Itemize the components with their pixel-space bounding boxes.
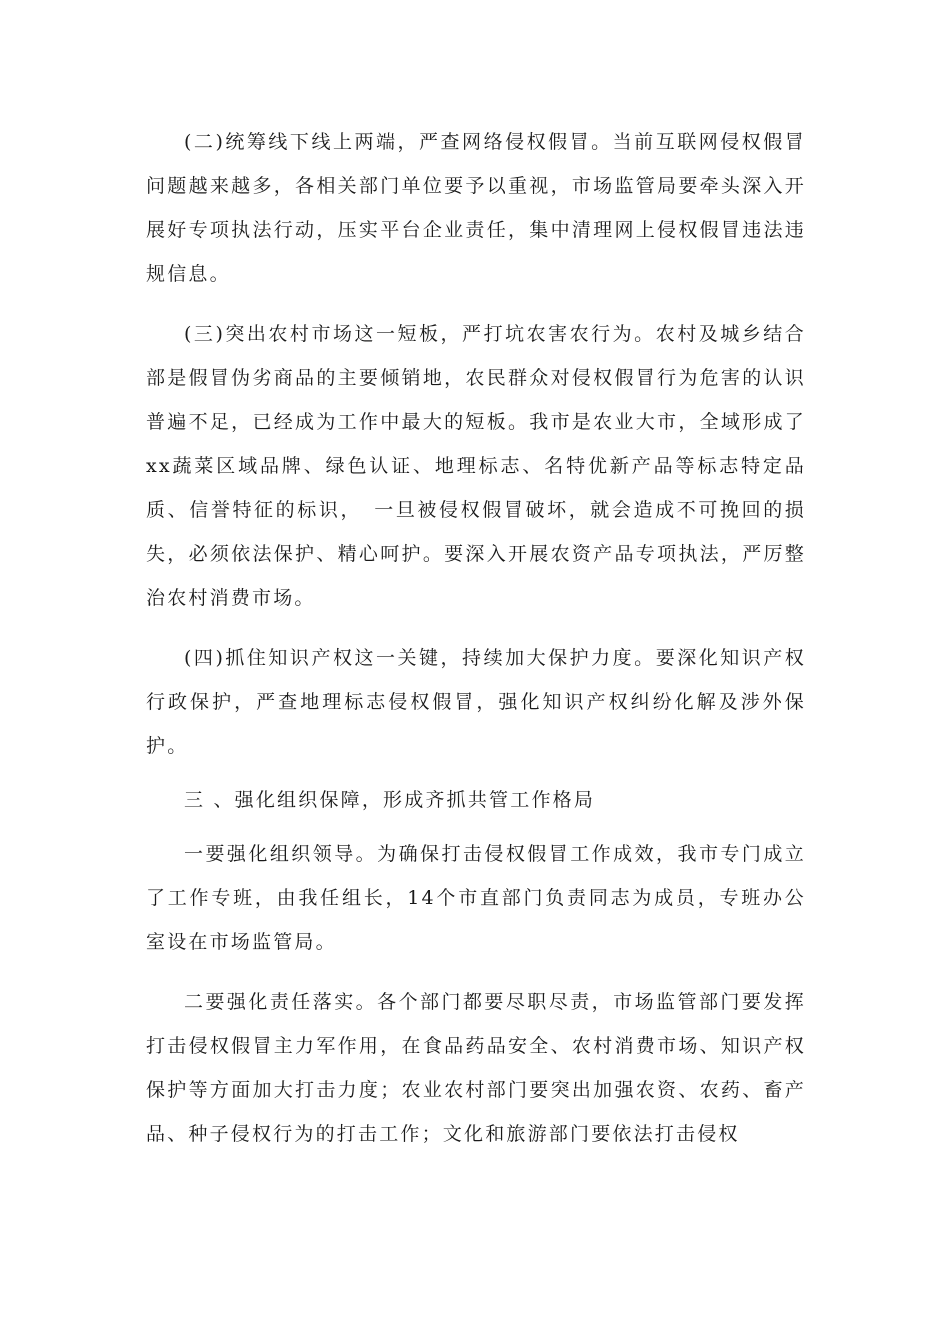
paragraph-online-infringement: (二)统筹线下线上两端，严查网络侵权假冒。当前互联网侵权假冒问题越来越多，各相关部门单位要予以重视，市场监管局要牵头深入开展好专项执法行动，压实平台企业责任，集中清理网上侵权假冒违法违规信息。 <box>146 131 806 285</box>
section-heading-organization: 三 、强化组织保障，形成齐抓共管工作格局 <box>184 789 596 811</box>
paragraph-responsibility: 二要强化责任落实。各个部门都要尽职尽责，市场监管部门要发挥打击侵权假冒主力军作用，在食品药品安全、农村消费市场、知识产权保护等方面加大打击力度；农业农村部门要突出加强农资、农药、畜产品、种子侵权行为的打击工作；文化和旅游部门要依法打击侵权 <box>146 991 806 1145</box>
paragraph-rural-market: (三)突出农村市场这一短板，严打坑农害农行为。农村及城乡结合部是假冒伪劣商品的主要倾销地，农民群众对侵权假冒行为危害的认识普遍不足，已经成为工作中最大的短板。我市是农业大市，全域形成了xx蔬菜区域品牌、绿色认证、地理标志、名特优新产品等标志特定品质、信誉特征的标识， 一旦被侵权假冒破坏，就会造成不可挽回的损失，必须依法保护、精心呵护。要深入开展农资产品专项执法，严厉整治农村消费市场。 <box>146 323 806 609</box>
paragraph-intellectual-property: (四)抓住知识产权这一关键，持续加大保护力度。要深化知识产权行政保护，严查地理标志侵权假冒，强化知识产权纠纷化解及涉外保护。 <box>146 647 806 757</box>
document-body <box>146 120 806 1156</box>
paragraph-leadership: 一要强化组织领导。为确保打击侵权假冒工作成效，我市专门成立了工作专班，由我任组长，14个市直部门负责同志为成员，专班办公室设在市场监管局。 <box>146 843 806 953</box>
